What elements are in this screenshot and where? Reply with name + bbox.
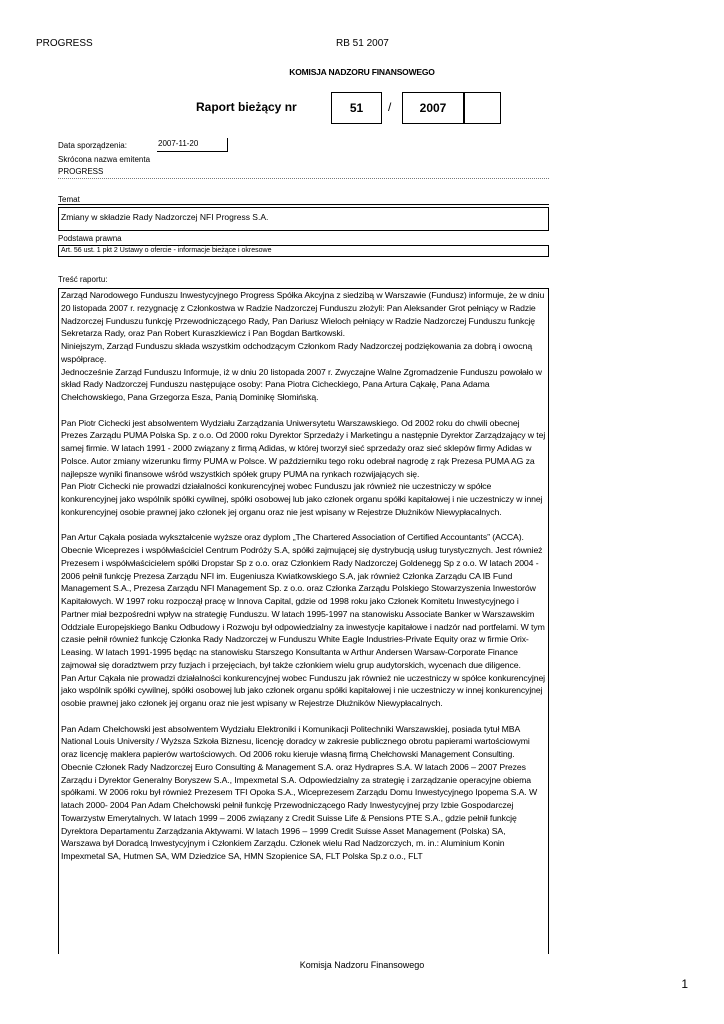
report-content [58,288,549,954]
issuer-value: PROGRESS [58,167,549,179]
paragraph-cakala-statement: Pan Artur Cąkała nie prowadzi działalności konkurencyjnej wobec Funduszu jak również nie uczestniczy w spółce konkurencyjnej jako wspólnik spółki cywilnej, spółki osobowej lub jako członek organu spółki kapitałowej i nie uczestniczy w innej konkurencyjnej osobie prawnej jako członek jej organu oraz nie jest wpisany w Rejestrze Dłużników Niewypłacalnych. [61,672,546,708]
subject-value: Zmiany w składzie Rady Nadzorczej NFI Progress S.A. [58,207,549,231]
paragraph-cichecki-bio: Pan Piotr Cichecki jest absolwentem Wydziału Zarządzania Uniwersytetu Warszawskiego. Od 2002 roku do chwili obecnej Prezes Zarządu PUMA Polska Sp. z o.o. Od 2000 roku Dyrektor Sprzedaży i Marketingu a następnie Dyrektor Zarządzający w tej samej firmie. W latach 1991 - 2000 związany z firmą Adidas, w której tworzył sieć sprzedaży oraz sieć sklepów firmy Adidas w Polsce. Autor zmiany wizerunku firmy PUMA w Polsce. W październiku tego roku odebrał nagrodę z rąk Prezesa PUMA AG za najlepsze wyniki finansowe wśród wszystkich spółek grupy PUMA na rynkach rozwijających się. [61,417,546,479]
header-report-code: RB 51 2007 [336,38,389,49]
header-company: PROGRESS [36,38,93,49]
paragraph-cichecki-statement: Pan Piotr Cichecki nie prowadzi działalności konkurencyjnej wobec Funduszu jak również nie uczestniczy w spółce konkurencyjnej jako wspólnik spółki cywilnej, spółki osobowej lub jako członek organu spółki kapitałowej i nie uczestniczy w innej konkurencyjnej osobie prawnej jako członek jej organu oraz nie jest wpisany w Rejestrze Dłużników Niewypłacalnych. [61,481,543,517]
date-value: 2007-11-20 [157,138,228,152]
paragraph-cakala-bio: Pan Artur Cąkała posiada wykształcenie wyższe oraz dyplom „The Chartered Association of Certified Accountants” (ACCA). Obecnie Wiceprezes i współwłaściciel Centrum Podróży S.A, spółki zajmującej się dystrybucją usług turystycznych. Jest również Prezesem i współwłaścicielem spółki Dropstar Sp z o.o. oraz Członkiem Rady Nadzorczej Goldenegg Sp z o.o. W latach 2004 - 2006 pełnił funkcję Prezesa Zarządu NFI im. Eugeniusza Kwiatkowskiego S.A, jak również Członka Zarządu CA IB Fund Management S.A., Prezesa Zarządu NFI Management Sp. z o.o. oraz Członka Zarządu Polskiego Stowarzyszenia Inwestorów Kapitałowych. W 1997 roku rozpoczął pracę w Innova Capital, gdzie od 1998 roku jako Członek Komitetu Inwestycyjnego i Partner miał bezpośredni wpływ na strategię Funduszu. W latach 1995-1997 na stanowisku Associate Banker w Warszawskim Oddziale Europejskiego Banku Odbudowy i Rozwoju był odpowiedzialny za inwestycje kapitałowe i nadzór nad portfelami. W tym czasie pełnił również funkcję Członka Rady Nadzorczej w Funduszu White Eagle Industries-Private Equity oraz w firmie Orix-Leasing. W latach 1991-1995 będąc na stanowisku Starszego Konsultanta w Arthur Andersen Warsaw-Corporate Finance zajmował się doradztwem przy fuzjach i przejęciach, był także członkiem wielu grup audytorskich, wycenach due diligence. [61,532,545,670]
issuer-label: Skrócona nazwa emitenta [58,155,151,164]
legal-basis-value: Art. 56 ust. 1 pkt 2 Ustawy o ofercie - informacje bieżące i okresowe [58,245,549,257]
report-year-box [402,92,464,124]
subject-label: Temat [58,195,80,204]
report-year: 2007 [419,101,447,115]
report-label: Raport bieżący nr [196,100,297,114]
legal-basis-label: Podstawa prawna [58,234,122,243]
page-number: 1 [681,977,688,991]
report-empty-box [464,92,501,124]
paragraph-thanks: Niniejszym, Zarząd Funduszu składa wszystkim odchodzącym Członkom Rady Nadzorczej podziękowania za dobrą i owocną współpracę. [61,341,533,364]
authority-title: KOMISJA NADZORU FINANSOWEGO [289,67,435,77]
paragraph-chelchowski-bio: Pan Adam Chełchowski jest absolwentem Wydziału Elektroniki i Komunikacji Politechniki Warszawskiej, posiada tytuł MBA National Louis University / Wyższa Szkoła Biznesu, licencję doradcy w zakresie publicznego obrotu papierami wartościowymi oraz licencję maklera papierów wartościowych. Od 2006 roku kieruje własną firmą Chełchowski Management Consulting. Obecnie Członek Rady Nadzorczej Euro Consulting & Management S.A. oraz Hydrapres S.A. W latach 2006 – 2007 Prezes Zarządu i Dyrektor Generalny Boryszew S.A., Impexmetal S.A. Odpowiedzialny za strategię i zarządzanie operacyjne obiema spółkami. W 2006 roku był również Prezesem TFI Opoka S.A., Wiceprezesem Zarządu Domu Inwestycyjnego Ipopema S.A. W latach 2000- 2004 Pan Adam Chełchowski pełnił funkcję Przewodniczącego Rady Inwestycyjnej przy Izbie Gospodarczej Towarzystw Emerytalnych. W latach 1999 – 2006 związany z Credit Suisse Life & Pensions PTE S.A., gdzie pełnił funkcję Dyrektora Departamentu Zarządzania Aktywami. W latach 1996 – 1999 Credit Suisse Asset Management (Polska) SA, Warszawa był Doradcą Inwestycyjnym i Członkiem Zarządu. Członek wielu Rad Nadzorczych, m. in.: Aluminium Konin Impexmetal SA, Hutmen SA, WM Dziedzice SA, HMN Szopienice SA, FLT Polska Sp.z o.o., FLT [61,723,538,861]
paragraph-appointments: Jednocześnie Zarząd Funduszu Informuje, iż w dniu 20 listopada 2007 r. Zwyczajne Walne Zgromadzenie Funduszu powołało w skład Rady Nadzorczej Funduszu następujące osoby: Pana Piotra Cicheckiego, Pana Artura Cąkałę, Pana Adama Chełchowskiego, Pana Grzegorza Esza, Panią Dominikę Słomińską. [61,366,542,402]
footer-authority: Komisja Nadzoru Finansowego [299,960,425,970]
date-label: Data sporządzenia: [58,141,127,150]
content-label: Treść raportu: [58,275,108,284]
paragraph-resignations: Zarząd Narodowego Funduszu Inwestycyjnego Progress Spółka Akcyjna z siedzibą w Warszawie (Fundusz) informuje, że w dniu 20 listopada 2007 r. rezygnację z Członkostwa w Radzie Nadzorczej Funduszu złożyli: Pan Aleksander Grot pełniący w Radzie Nadzorczej Funduszu funkcję Przewodniczącego Rady, Pan Dariusz Wieloch pełniący w Radzie Nadzorczej Funduszu funkcję Sekretarza Rady, oraz Pan Robert Kuraszkiewicz i Pan Bogdan Bartkowski. [61,290,545,339]
subject-divider [58,204,549,205]
report-number-box [331,92,382,124]
report-separator: / [388,100,392,114]
report-number: 51 [349,101,364,115]
